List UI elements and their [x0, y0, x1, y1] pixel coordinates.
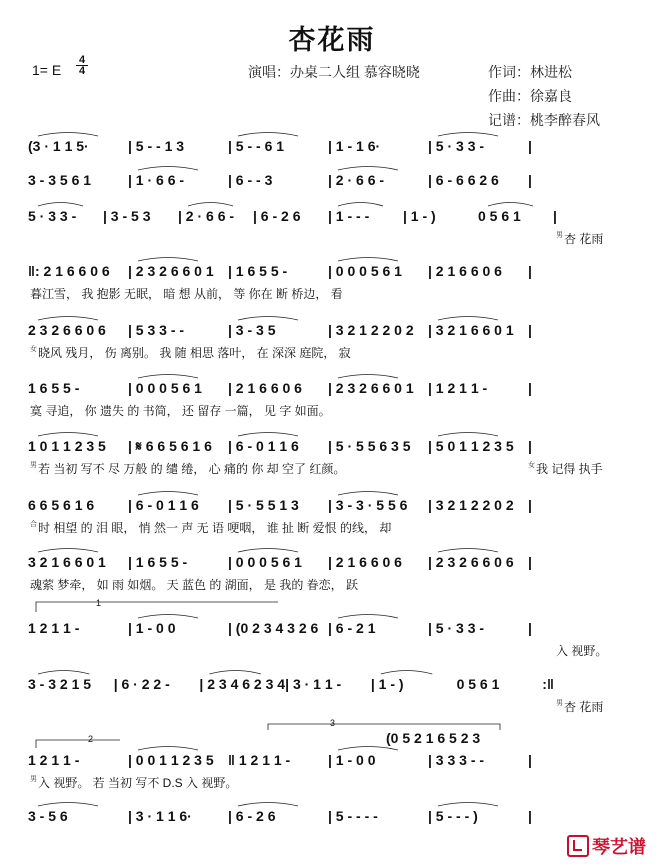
measure: | — [528, 172, 532, 188]
time-signature: 4 4 — [76, 55, 88, 76]
transcriber-credit: 记谱：桃李醉春风 — [488, 112, 600, 128]
measure: | 2 1 6 6 0 6 — [228, 380, 302, 396]
measure: | 1 6 5 5 - — [228, 263, 288, 279]
logo-icon — [567, 835, 589, 857]
measure: 1 2 1 1 - — [28, 752, 80, 768]
measure: :‖ — [542, 676, 554, 692]
voice-marker: 女 — [528, 462, 535, 469]
measure: | 5 · 5 5 1 3 — [228, 497, 299, 513]
measure: | 3 2 1 2 2 0 2 — [328, 322, 414, 338]
measure: 5 · 3 3 - — [28, 208, 77, 224]
measure: | 2 3 4 6 2 3 4 — [199, 676, 286, 692]
measure: | 5 - - 6 1 — [228, 138, 285, 154]
measure: | — [528, 497, 532, 513]
voice-marker: 合 — [30, 521, 37, 528]
measure: | 𝄋 6 6 5 6 1 6 — [128, 438, 212, 454]
measure: | 6 · 2 2 - — [113, 676, 170, 692]
lyric-line: $^合$时 相望 的 泪 眼， 悄 然一 声 无 语 哽咽， 谁 扯 断 爱恨 的线， 却 — [30, 521, 392, 535]
measure: | — [528, 808, 532, 824]
volta-line — [36, 602, 278, 612]
measure: | 1 2 1 1 - — [428, 380, 488, 396]
measure: | 3 · 1 1 - — [285, 676, 342, 692]
measure: | 1 - 0 0 — [328, 752, 376, 768]
lyric-line: $^男$入 视野。 若 当初 写不 D.S 入 视野。 — [30, 776, 238, 790]
measure: | 6 - 6 6 2 6 — [428, 172, 499, 188]
measure: | 6 - 2 6 — [228, 808, 276, 824]
measure: | 1 - 1 6· — [328, 138, 381, 154]
measure: (3 · 1 1 5· — [28, 138, 89, 154]
measure: 0 5 6 1 — [456, 676, 500, 692]
measure: | 3 · 1 1 6· — [128, 808, 192, 824]
measure: | 2 · 6 6 - — [178, 208, 235, 224]
measure: | 5 · 3 3 - — [428, 620, 485, 636]
measure: | 6 - 0 1 1 6 — [128, 497, 199, 513]
lyric-line: 暮江雪， 我 抱影 无眠， 暗 想 从前， 等 你在 断 桥边， 看 — [30, 287, 343, 301]
measure: ‖ 1 2 1 1 - — [228, 752, 291, 768]
measure: | 2 · 6 6 - — [328, 172, 385, 188]
measure: | — [528, 620, 532, 636]
voice-marker: 男 — [556, 232, 563, 239]
song-title: 杏花雨 — [288, 25, 376, 55]
measure: | — [553, 208, 557, 224]
measure: 3 - 3 2 1 5 — [28, 676, 92, 692]
coda-phrase: (0 5 2 1 6 5 2 3 — [386, 730, 481, 746]
voice-marker: 男 — [30, 462, 37, 469]
lyricist-credit: 作词：林进松 — [488, 64, 572, 80]
measure: | 2 3 2 6 6 0 1 — [128, 263, 214, 279]
measure: | (0 2 3 4 3 2 6 — [228, 620, 319, 636]
measure: | 1 - - - — [328, 208, 370, 224]
measure: | 1 · 6 6 - — [128, 172, 185, 188]
measure: | 5 - - 1 3 — [128, 138, 185, 154]
measure: | 6 - 0 1 1 6 — [228, 438, 299, 454]
measure: | — [528, 380, 532, 396]
singer-credit: 演唱：办桌二人组 慕容晓晓 — [248, 64, 420, 80]
lyric-line: 魂萦 梦牵， 如 雨 如烟。 天 蓝色 的 湖面， 是 我的 眷恋， 跃 — [30, 578, 359, 592]
measure: 1 2 1 1 - — [28, 620, 80, 636]
measure: 6 6 5 6 1 6 — [28, 497, 95, 513]
lyric-line: 寞 寻追， 你 遗失 的 书简， 还 留存 一篇， 见 字 如面。 — [30, 404, 331, 418]
measure: | 1 - 0 0 — [128, 620, 176, 636]
voice-marker: 女 — [30, 346, 37, 353]
measure: | 3 - 5 3 — [103, 208, 151, 224]
measure: 1 6 5 5 - — [28, 380, 80, 396]
measure: | 5 - - - - — [328, 808, 378, 824]
measure: | — [528, 438, 532, 454]
measure: | — [528, 752, 532, 768]
measure: | 3 3 3 - - — [428, 752, 485, 768]
volta-first-label: 1 — [96, 598, 102, 608]
measure: | — [528, 322, 532, 338]
measure: | 5 · 5 5 6 3 5 — [328, 438, 411, 454]
measure: | 6 - 2 1 — [328, 620, 376, 636]
measure: | 1 - ) — [403, 208, 436, 224]
measure: | 0 0 0 5 6 1 — [128, 380, 202, 396]
measure: | 1 6 5 5 - — [128, 554, 188, 570]
measure: ‖: 2 1 6 6 0 6 — [28, 263, 110, 279]
measure: | 0 0 1 1 2 3 5 — [128, 752, 214, 768]
measure: | 3 2 1 2 2 0 2 — [428, 497, 514, 513]
measure: | 2 3 2 6 6 0 1 — [328, 380, 414, 396]
lyric-line: $^女$我 记得 执手 — [528, 462, 603, 476]
measure: | — [528, 554, 532, 570]
volta-second-label: 2 — [88, 734, 94, 744]
measure: | 6 - 2 6 — [253, 208, 301, 224]
measure: | 1 - ) — [370, 676, 404, 692]
measure: 3 - 5 6 — [28, 808, 68, 824]
watermark-logo: 琴艺谱 — [567, 833, 646, 859]
measure: 1 0 1 1 2 3 5 — [28, 438, 106, 454]
measure: | 2 1 6 6 0 6 — [428, 263, 502, 279]
composer-credit: 作曲：徐嘉良 — [488, 88, 572, 104]
measure: 2 3 2 6 6 0 6 — [28, 322, 106, 338]
measure: 0 5 6 1 — [478, 208, 521, 224]
measure: 3 - 3 5 6 1 — [28, 172, 92, 188]
measure: | — [528, 138, 532, 154]
measure: | 2 1 6 6 0 6 — [328, 554, 402, 570]
lyric-line: 入 视野。 — [556, 644, 608, 658]
lyric-line: $^男$杏 花雨 — [556, 700, 604, 714]
measure: | 3 - 3 5 — [228, 322, 276, 338]
volta-line — [36, 740, 120, 748]
measure: | 0 0 0 5 6 1 — [328, 263, 402, 279]
voice-marker: 男 — [556, 700, 563, 707]
measure: | 5 · 3 3 - — [428, 138, 485, 154]
key-signature: 1= E — [32, 62, 62, 78]
measure: | 5 - - - ) — [428, 808, 478, 824]
lyric-line: $^女$晓风 残月， 伤 离别。 我 随 相思 落叶， 在 深深 庭院， 寂 — [30, 346, 351, 360]
measure: | 2 3 2 6 6 0 6 — [428, 554, 514, 570]
measure: | 0 0 0 5 6 1 — [228, 554, 302, 570]
voice-marker: 男 — [30, 776, 37, 783]
measure: | 3 - 3 · 5 5 6 — [328, 497, 408, 513]
measure: 3 2 1 6 6 0 1 — [28, 554, 106, 570]
triplet-label: 3 — [330, 718, 336, 728]
measure: | 5 3 3 - - — [128, 322, 185, 338]
lyric-line: $^男$杏 花雨 — [556, 232, 604, 246]
measure: | 6 - - 3 — [228, 172, 273, 188]
measure: | 5 0 1 1 2 3 5 — [428, 438, 514, 454]
lyric-line: $^男$若 当初 写不 尽 万般 的 缱 绻， 心 痛的 你 却 空了 红颜。 — [30, 462, 346, 476]
measure: | — [528, 263, 532, 279]
measure: | 3 2 1 6 6 0 1 — [428, 322, 514, 338]
